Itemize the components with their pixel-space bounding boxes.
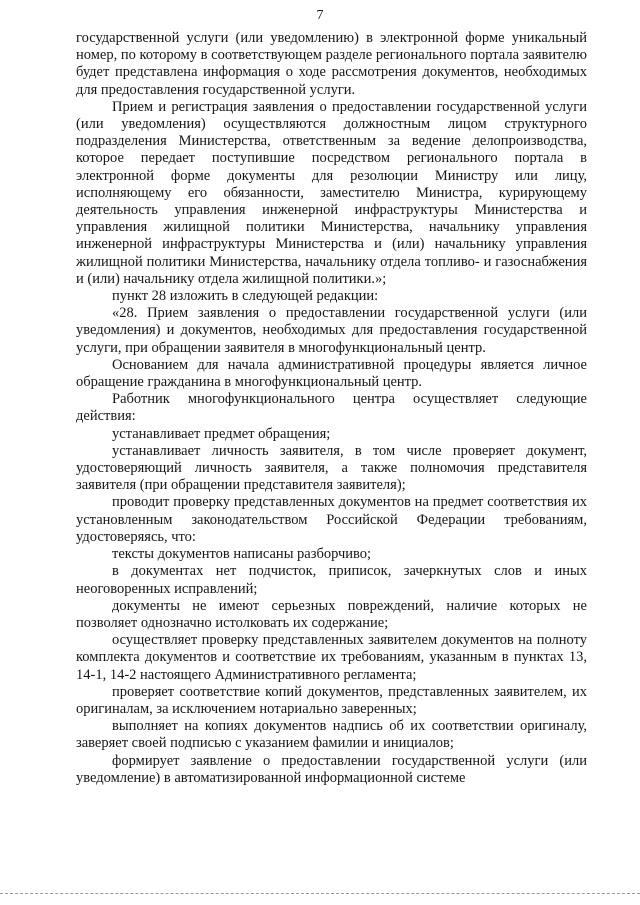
paragraph-7: устанавливает предмет обращения; [112, 425, 331, 442]
paragraph-16: формирует заявление о предоставлении государственной услуги (или уведомление) в автоматизированной информационной системе [76, 752, 587, 786]
paragraph-14: проверяет соответствие копий документов, представленных заявителем, их оригиналам, за исключением нотариально заверенных; [76, 683, 587, 717]
paragraph-11: в документах нет подчисток, приписок, зачеркнутых слов и иных неоговоренных исправлений; [76, 563, 587, 597]
paragraph-12: документы не имеют серьезных повреждений, наличие которых не позволяет однозначно истолковать их содержание; [76, 597, 587, 631]
paragraph-1: государственной услуги (или уведомлению) в электронной форме уникальный номер, по которому в соответствующем разделе регионального портала заявителю будет представлена информация о ходе рассмотрения документов, необходимых для предоставления государственной услуги. [76, 30, 587, 98]
page-bottom-edge [0, 893, 640, 894]
paragraph-13: осуществляет проверку представленных заявителем документов на полноту комплекта документов и соответствие их требованиям, указанным в пунктах 13, 14-1, 14-2 настоящего Административного регламента; [76, 632, 587, 683]
document-body [76, 30, 587, 787]
paragraph-10: тексты документов написаны разборчиво; [112, 546, 372, 563]
paragraph-6: Работник многофункционального центра осуществляет следующие действия: [76, 391, 587, 425]
paragraph-4: «28. Прием заявления о предоставлении государственной услуги (или уведомления) и документов, необходимых для предоставления государственной услуги, при обращении заявителя в многофункциональный центр. [76, 305, 587, 356]
paragraph-8: устанавливает личность заявителя, в том числе проверяет документ, удостоверяющий личность заявителя, а также полномочия представителя заявителя (при обращении представителя заявителя); [76, 442, 587, 494]
paragraph-2: Прием и регистрация заявления о предоставлении государственной услуги (или уведомления) осуществляются должностным лицом структурного подразделения Министерства, ответственным за ведение делопроизводства, которое передает поступившие посредством регионального портала в электронной форме документы для резолюции Министру или лицу, исполняющему его обязанности, заместителю Министра, курирующему деятельность управления инженерной инфраструктуры Министерства и управления жилищной политики Министерства, начальнику управления инженерной инфраструктуры Министерства и (или) начальнику управления жилищной политики Министерства, начальнику отдела топливо- и газоснабжения и (или) начальнику отдела жилищной политики.»; [76, 98, 587, 287]
paragraph-15: выполняет на копиях документов надпись об их соответствии оригиналу, заверяет своей подписью с указанием фамилии и инициалов; [76, 718, 587, 752]
paragraph-9: проводит проверку представленных документов на предмет соответствия их установленным законодательством Российской Федерации требованиям, удостоверяясь, что: [76, 494, 587, 545]
paragraph-3: пункт 28 изложить в следующей редакции: [112, 288, 379, 305]
page-number: 7 [316, 8, 324, 23]
paragraph-5: Основанием для начала административной процедуры является личное обращение гражданина в многофункциональный центр. [76, 356, 587, 391]
